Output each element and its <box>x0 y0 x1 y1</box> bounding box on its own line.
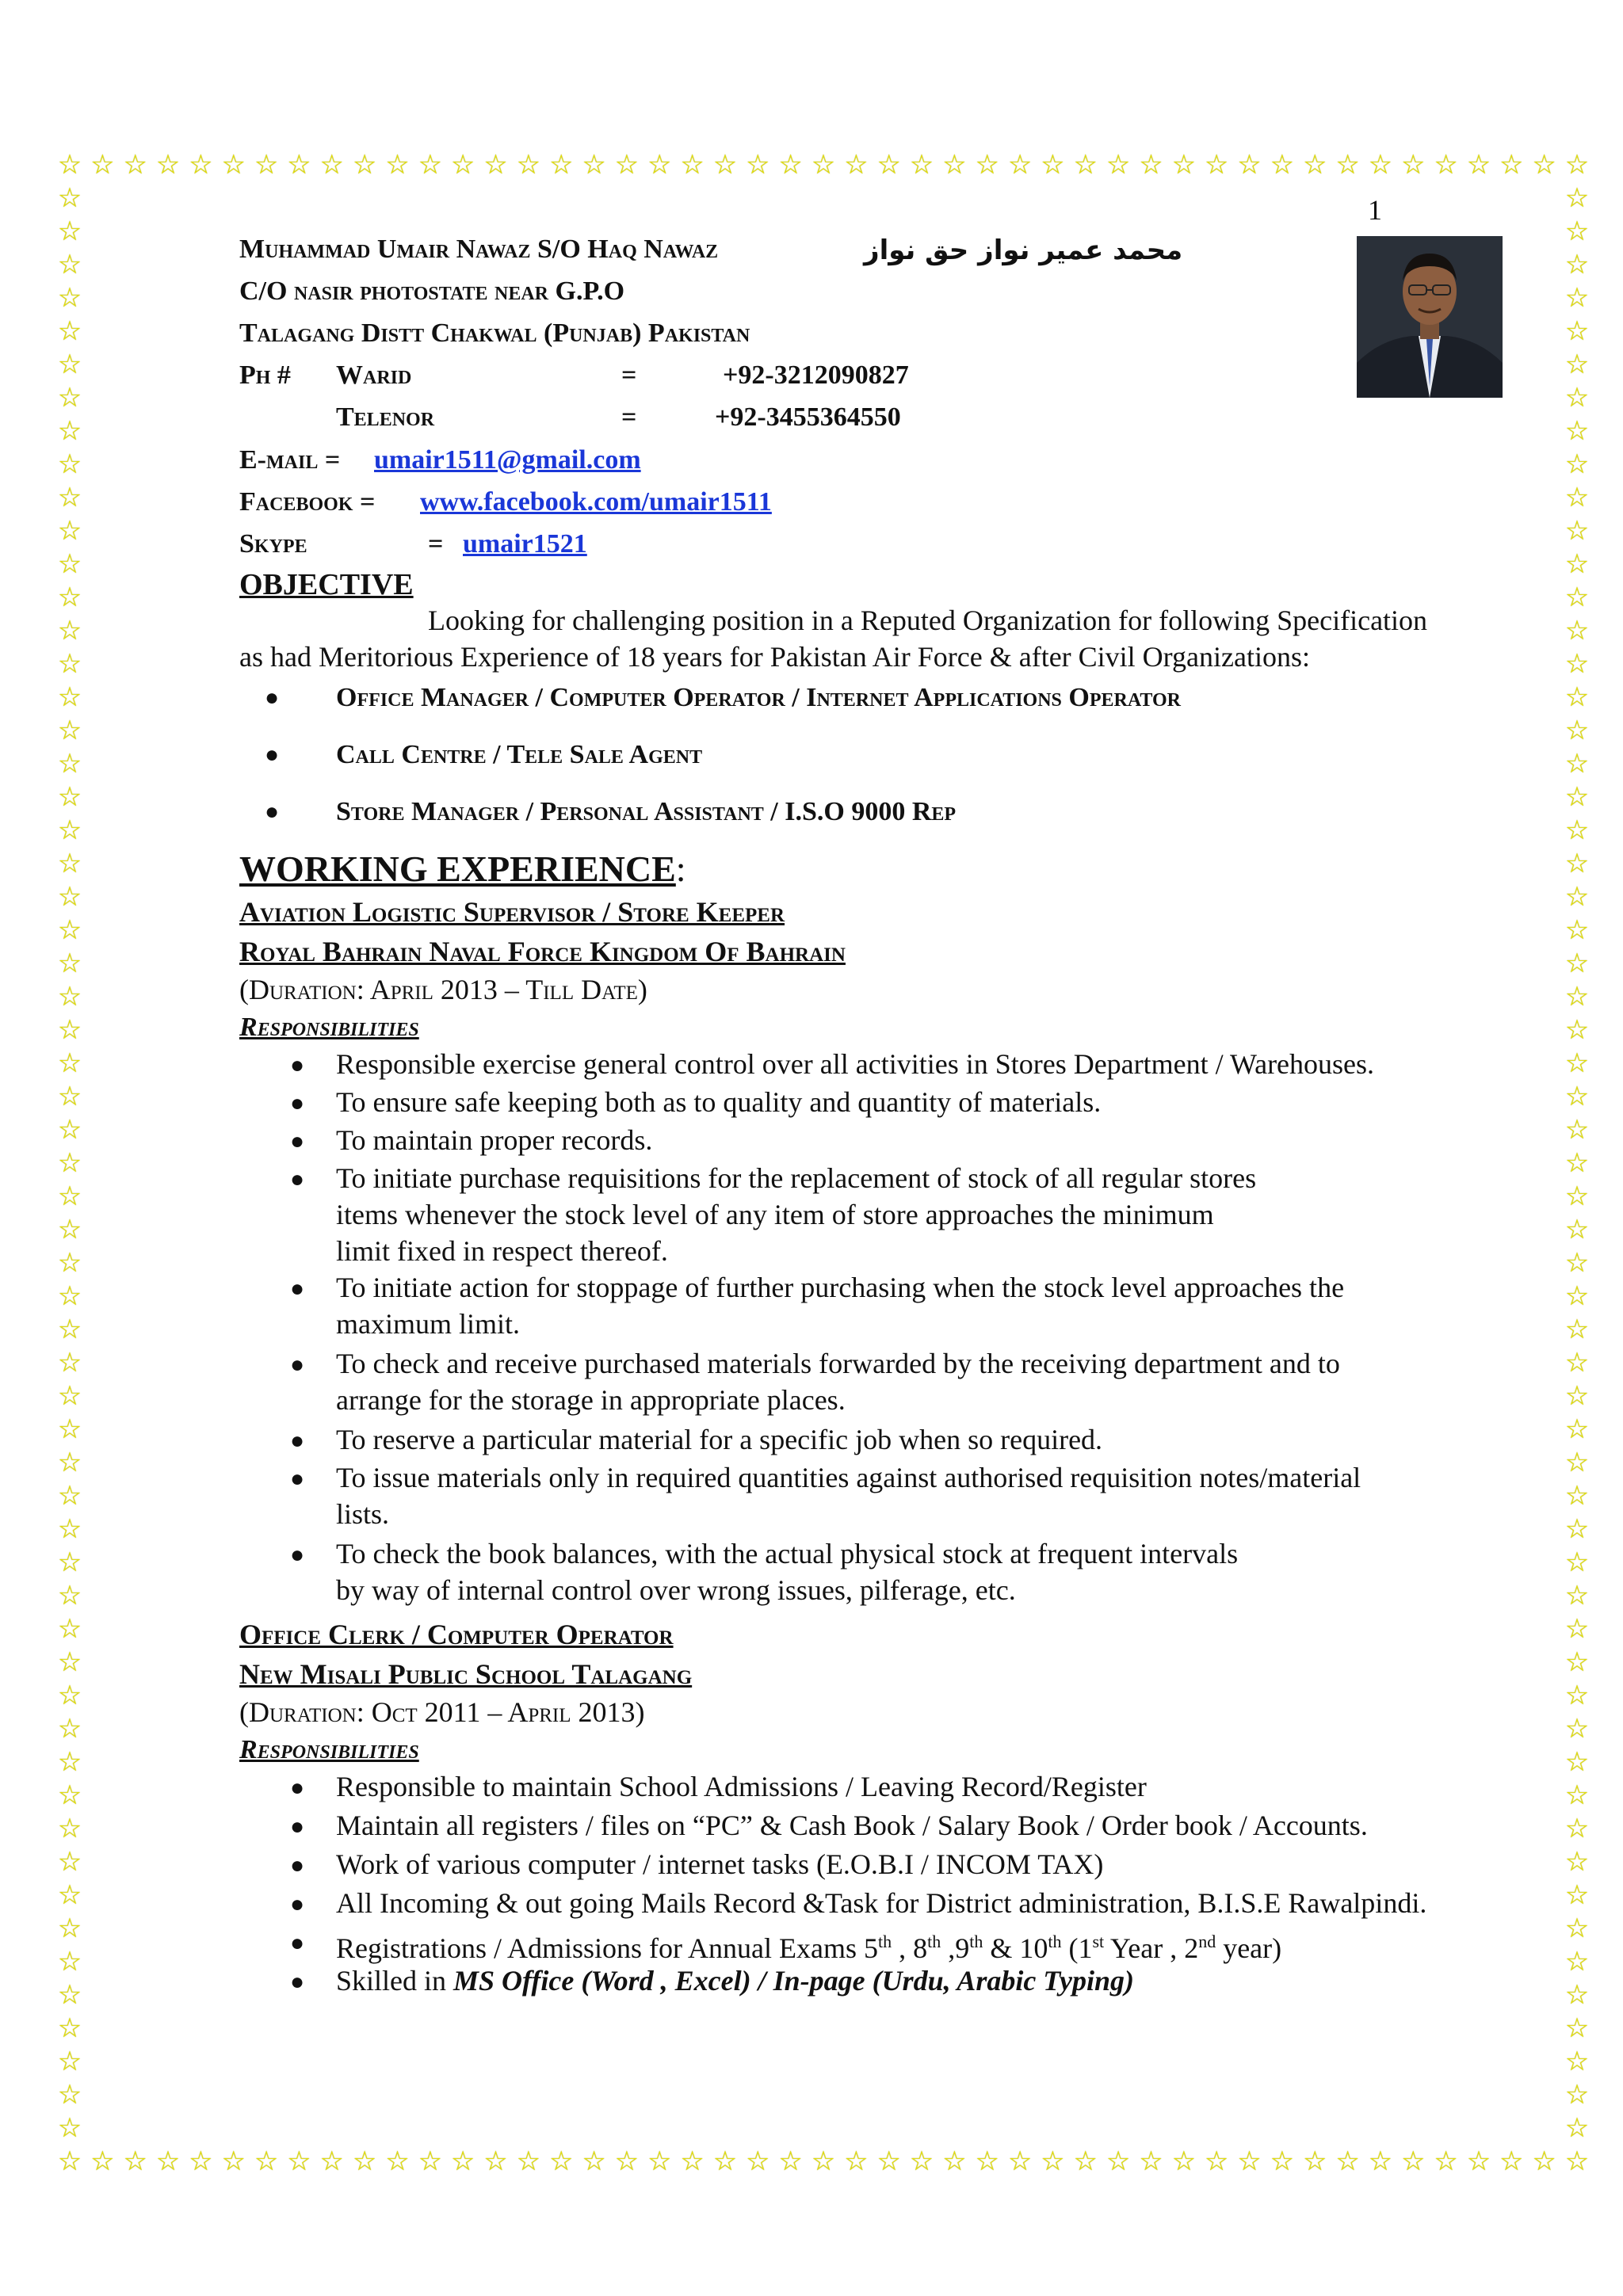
bullet-icon: ● <box>290 1775 305 1801</box>
experience-heading: WORKING EXPERIENCE: <box>239 849 686 889</box>
star-icon: ☆ <box>1237 149 1262 181</box>
star-icon: ☆ <box>1106 2145 1131 2177</box>
star-icon: ☆ <box>352 149 377 181</box>
star-icon: ☆ <box>57 1779 82 1811</box>
job2-item: Maintain all registers / files on “PC” & Cash Book / Salary Book / Order book / Accounts. <box>336 1810 1368 1841</box>
star-icon: ☆ <box>1564 914 1590 946</box>
star-icon: ☆ <box>1564 1613 1590 1645</box>
star-icon: ☆ <box>1564 1047 1590 1079</box>
bullet-icon: ● <box>290 1930 305 1956</box>
star-icon: ☆ <box>57 1946 82 1978</box>
star-icon: ☆ <box>1368 149 1393 181</box>
job2-title: Office Clerk / Computer Operator <box>239 1619 674 1650</box>
star-icon: ☆ <box>57 382 82 414</box>
star-icon: ☆ <box>516 149 541 181</box>
star-icon: ☆ <box>876 149 901 181</box>
job1-item-cont: items whenever the stock level of any item of store approaches the minimum <box>336 1199 1214 1230</box>
objective-item: Call Centre / Tele Sale Agent <box>336 740 703 769</box>
star-icon: ☆ <box>287 149 311 181</box>
bullet-icon: ● <box>290 1542 305 1568</box>
phone-label: Ph # <box>239 360 291 390</box>
bullet-icon: ● <box>290 1891 305 1917</box>
star-icon: ☆ <box>1564 1646 1590 1678</box>
star-icon: ☆ <box>450 2145 475 2177</box>
star-icon: ☆ <box>57 448 82 480</box>
star-icon: ☆ <box>385 149 410 181</box>
skype-equals: = <box>428 529 444 559</box>
star-icon: ☆ <box>57 1447 82 1478</box>
star-icon: ☆ <box>1564 1014 1590 1046</box>
star-icon: ☆ <box>1564 715 1590 746</box>
star-icon: ☆ <box>746 149 770 181</box>
star-icon: ☆ <box>1564 215 1590 247</box>
star-icon: ☆ <box>647 149 672 181</box>
star-icon: ☆ <box>1564 582 1590 613</box>
star-icon: ☆ <box>1564 1680 1590 1711</box>
star-icon: ☆ <box>1564 1580 1590 1611</box>
star-icon: ☆ <box>1564 548 1590 580</box>
star-icon: ☆ <box>1564 681 1590 713</box>
job1-item-cont: limit fixed in respect thereof. <box>336 1235 668 1267</box>
star-icon: ☆ <box>57 1347 82 1379</box>
bullet-icon: ● <box>290 1852 305 1878</box>
address-line-2: Talagang Distt Chakwal (Punjab) Pakistan <box>239 318 750 348</box>
email-label: E-mail = <box>239 445 341 475</box>
star-icon: ☆ <box>1564 315 1590 347</box>
star-icon: ☆ <box>909 149 934 181</box>
star-icon: ☆ <box>90 149 115 181</box>
star-icon: ☆ <box>1564 1946 1590 1978</box>
star-icon: ☆ <box>1564 1147 1590 1179</box>
star-icon: ☆ <box>1499 2145 1524 2177</box>
star-icon: ☆ <box>57 748 82 780</box>
star-icon: ☆ <box>57 1846 82 1878</box>
star-icon: ☆ <box>123 2145 147 2177</box>
star-icon: ☆ <box>614 149 640 181</box>
star-icon: ☆ <box>1401 149 1426 181</box>
star-icon: ☆ <box>712 149 738 181</box>
star-icon: ☆ <box>57 2046 82 2077</box>
star-icon: ☆ <box>1564 1081 1590 1112</box>
star-icon: ☆ <box>1466 2145 1491 2177</box>
phone2-equals: = <box>621 402 637 432</box>
star-icon: ☆ <box>1302 149 1327 181</box>
phone2-label: Telenor <box>336 402 435 432</box>
star-icon: ☆ <box>1564 448 1590 480</box>
star-icon: ☆ <box>1564 2145 1590 2177</box>
star-icon: ☆ <box>1564 981 1590 1013</box>
job2-item: Work of various computer / internet tasks (E.O.B.I / INCOM TAX) <box>336 1848 1104 1880</box>
star-icon: ☆ <box>1564 249 1590 280</box>
star-icon: ☆ <box>1564 1413 1590 1445</box>
star-icon: ☆ <box>57 1214 82 1245</box>
bullet-icon: ● <box>290 1166 305 1192</box>
star-icon: ☆ <box>1171 149 1197 181</box>
star-icon: ☆ <box>57 1547 82 1578</box>
star-icon: ☆ <box>1564 382 1590 414</box>
star-icon: ☆ <box>680 2145 705 2177</box>
star-icon: ☆ <box>254 2145 279 2177</box>
star-icon: ☆ <box>548 149 574 181</box>
star-icon: ☆ <box>1564 1547 1590 1578</box>
star-icon: ☆ <box>221 149 246 181</box>
phone1-number: +92-3212090827 <box>723 360 909 390</box>
facebook-link[interactable]: www.facebook.com/umair1511 <box>420 487 772 517</box>
job1-item: To check the book balances, with the actual physical stock at frequent intervals <box>336 1538 1239 1569</box>
star-icon: ☆ <box>582 149 606 181</box>
star-icon: ☆ <box>57 1114 82 1146</box>
star-icon: ☆ <box>57 515 82 547</box>
star-icon: ☆ <box>1564 1314 1590 1345</box>
bullet-icon: ● <box>290 1052 305 1078</box>
star-icon: ☆ <box>1564 415 1590 447</box>
star-icon: ☆ <box>319 149 345 181</box>
star-icon: ☆ <box>57 1147 82 1179</box>
job2-item-registrations: Registrations / Admissions for Annual Exams 5th , 8th ,9th & 10th (1st Year , 2nd year) <box>336 1932 1282 1964</box>
job1-responsibilities-label: Responsibilities <box>239 1013 419 1042</box>
star-icon: ☆ <box>1171 2145 1197 2177</box>
phone1-label: Warid <box>336 360 412 390</box>
star-icon: ☆ <box>844 149 869 181</box>
job1-item: To maintain proper records. <box>336 1124 653 1156</box>
star-icon: ☆ <box>1204 2145 1229 2177</box>
star-icon: ☆ <box>1434 2145 1458 2177</box>
address-line-1: C/O nasir photostate near G.P.O <box>239 277 625 306</box>
star-icon: ☆ <box>811 2145 836 2177</box>
star-icon: ☆ <box>614 2145 640 2177</box>
star-icon: ☆ <box>287 2145 311 2177</box>
star-icon: ☆ <box>1564 1480 1590 1512</box>
star-icon: ☆ <box>57 2112 82 2144</box>
star-icon: ☆ <box>1532 149 1556 181</box>
star-icon: ☆ <box>1335 2145 1360 2177</box>
star-icon: ☆ <box>1564 1746 1590 1778</box>
candidate-name: Muhammad Umair Nawaz S/O Haq Nawaz <box>239 235 719 264</box>
star-icon: ☆ <box>57 1913 82 1944</box>
star-icon: ☆ <box>57 182 82 214</box>
star-icon: ☆ <box>975 149 999 181</box>
star-icon: ☆ <box>57 1047 82 1079</box>
job1-title: Aviation Logistic Supervisor / Store Keeper <box>239 896 785 928</box>
star-icon: ☆ <box>57 1180 82 1212</box>
job2-item: All Incoming & out going Mails Record &Task for District administration, B.I.S.E Rawalpindi. <box>336 1887 1427 1919</box>
job1-item-cont: maximum limit. <box>336 1308 520 1340</box>
star-icon: ☆ <box>1564 1879 1590 1911</box>
star-icon: ☆ <box>1499 149 1524 181</box>
star-icon: ☆ <box>57 2079 82 2111</box>
bullet-icon: ● <box>290 1090 305 1116</box>
star-icon: ☆ <box>57 1314 82 1345</box>
star-icon: ☆ <box>1007 149 1033 181</box>
star-icon: ☆ <box>844 2145 869 2177</box>
job1-item-cont: by way of internal control over wrong issues, pilferage, etc. <box>336 1574 1016 1606</box>
star-icon: ☆ <box>1270 149 1295 181</box>
star-icon: ☆ <box>155 2145 181 2177</box>
star-icon: ☆ <box>1564 149 1590 181</box>
star-icon: ☆ <box>57 415 82 447</box>
candidate-name-urdu: محمد عمیر نواز حق نواز <box>864 235 1183 266</box>
star-icon: ☆ <box>1564 615 1590 646</box>
star-icon: ☆ <box>1564 1513 1590 1545</box>
star-icon: ☆ <box>57 1680 82 1711</box>
star-icon: ☆ <box>57 1713 82 1745</box>
star-icon: ☆ <box>57 1480 82 1512</box>
star-icon: ☆ <box>1564 648 1590 680</box>
star-icon: ☆ <box>57 1413 82 1445</box>
star-icon: ☆ <box>1204 149 1229 181</box>
star-icon: ☆ <box>90 2145 115 2177</box>
bullet-icon: ● <box>290 1352 305 1378</box>
job2-duration: (Duration: Oct 2011 – April 2013) <box>239 1696 645 1728</box>
job2-item-skills: Skilled in MS Office (Word , Excel) / In-page (Urdu, Arabic Typing) <box>336 1965 1134 1997</box>
phone2-number: +92-3455364550 <box>715 402 901 432</box>
star-icon: ☆ <box>418 149 443 181</box>
skype-link[interactable]: umair1521 <box>463 529 587 559</box>
star-icon: ☆ <box>450 149 475 181</box>
star-icon: ☆ <box>942 149 967 181</box>
star-icon: ☆ <box>57 715 82 746</box>
star-icon: ☆ <box>1073 2145 1098 2177</box>
star-icon: ☆ <box>1564 1713 1590 1745</box>
star-icon: ☆ <box>1041 149 1065 181</box>
star-icon: ☆ <box>1335 149 1360 181</box>
star-icon: ☆ <box>582 2145 606 2177</box>
phone1-equals: = <box>621 360 637 390</box>
star-icon: ☆ <box>483 149 508 181</box>
star-icon: ☆ <box>1564 282 1590 314</box>
star-icon: ☆ <box>1564 1846 1590 1878</box>
job2-organization: New Misali Public School Talagang <box>239 1658 693 1690</box>
star-icon: ☆ <box>1564 748 1590 780</box>
star-icon: ☆ <box>811 149 836 181</box>
star-icon: ☆ <box>57 1746 82 1778</box>
star-icon: ☆ <box>57 648 82 680</box>
star-icon: ☆ <box>189 149 213 181</box>
star-icon: ☆ <box>1139 149 1163 181</box>
star-icon: ☆ <box>57 1513 82 1545</box>
star-icon: ☆ <box>942 2145 967 2177</box>
star-icon: ☆ <box>57 1014 82 1046</box>
bullet-icon: ● <box>290 1428 305 1454</box>
job2-item: Responsible to maintain School Admissions / Leaving Record/Register <box>336 1771 1147 1802</box>
job1-item-cont: arrange for the storage in appropriate places. <box>336 1384 846 1416</box>
objective-heading: OBJECTIVE <box>239 568 414 601</box>
star-icon: ☆ <box>1237 2145 1262 2177</box>
star-icon: ☆ <box>57 1979 82 2011</box>
star-icon: ☆ <box>57 349 82 380</box>
bullet-icon: ● <box>290 1128 305 1154</box>
star-icon: ☆ <box>57 482 82 513</box>
bullet-icon: ● <box>290 1969 305 1995</box>
star-icon: ☆ <box>57 2145 82 2177</box>
star-icon: ☆ <box>385 2145 410 2177</box>
page-number: 1 <box>1368 194 1382 226</box>
job1-item: To ensure safe keeping both as to quality and quantity of materials. <box>336 1086 1102 1118</box>
star-icon: ☆ <box>1564 1447 1590 1478</box>
star-icon: ☆ <box>221 2145 246 2177</box>
job1-duration: (Duration: April 2013 – Till Date) <box>239 974 647 1005</box>
star-icon: ☆ <box>1564 1247 1590 1279</box>
star-icon: ☆ <box>1564 1280 1590 1312</box>
star-icon: ☆ <box>1564 1979 1590 2011</box>
star-icon: ☆ <box>1564 814 1590 846</box>
star-icon: ☆ <box>319 2145 345 2177</box>
job1-item: To check and receive purchased materials forwarded by the receiving department and to <box>336 1348 1340 1379</box>
job1-item: To reserve a particular material for a specific job when so required. <box>336 1424 1103 1455</box>
star-icon: ☆ <box>712 2145 738 2177</box>
star-icon: ☆ <box>1564 1380 1590 1412</box>
star-icon: ☆ <box>57 1813 82 1844</box>
star-icon: ☆ <box>746 2145 770 2177</box>
star-icon: ☆ <box>57 249 82 280</box>
star-icon: ☆ <box>975 2145 999 2177</box>
star-icon: ☆ <box>1564 349 1590 380</box>
star-icon: ☆ <box>1564 781 1590 813</box>
star-icon: ☆ <box>1564 482 1590 513</box>
star-icon: ☆ <box>909 2145 934 2177</box>
star-icon: ☆ <box>1564 948 1590 979</box>
star-icon: ☆ <box>1564 182 1590 214</box>
star-icon: ☆ <box>1434 149 1458 181</box>
star-icon: ☆ <box>876 2145 901 2177</box>
star-icon: ☆ <box>57 548 82 580</box>
job1-item: Responsible exercise general control over all activities in Stores Department / Warehouses. <box>336 1048 1375 1080</box>
job1-item: To initiate action for stoppage of further purchasing when the stock level approaches the <box>336 1272 1345 1303</box>
job2-responsibilities-label: Responsibilities <box>239 1735 419 1764</box>
star-icon: ☆ <box>1564 2079 1590 2111</box>
star-icon: ☆ <box>1007 2145 1033 2177</box>
bullet-icon: ● <box>290 1466 305 1492</box>
star-icon: ☆ <box>57 2012 82 2044</box>
email-link[interactable]: umair1511@gmail.com <box>374 445 641 475</box>
objective-item: Office Manager / Computer Operator / Internet Applications Operator <box>336 683 1181 712</box>
star-icon: ☆ <box>57 215 82 247</box>
star-icon: ☆ <box>57 1580 82 1611</box>
star-icon: ☆ <box>1466 149 1491 181</box>
star-icon: ☆ <box>57 1380 82 1412</box>
objective-text-line1: Looking for challenging position in a Reputed Organization for following Specification <box>428 605 1428 636</box>
star-icon: ☆ <box>1564 1347 1590 1379</box>
star-icon: ☆ <box>57 582 82 613</box>
star-icon: ☆ <box>189 2145 213 2177</box>
star-icon: ☆ <box>57 315 82 347</box>
star-icon: ☆ <box>1368 2145 1393 2177</box>
star-icon: ☆ <box>57 282 82 314</box>
bullet-icon: ● <box>290 1276 305 1302</box>
star-icon: ☆ <box>1564 2012 1590 2044</box>
star-icon: ☆ <box>155 149 181 181</box>
bullet-icon: ● <box>265 742 280 768</box>
star-icon: ☆ <box>647 2145 672 2177</box>
star-icon: ☆ <box>57 1879 82 1911</box>
star-icon: ☆ <box>1564 848 1590 879</box>
objective-text-line2: as had Meritorious Experience of 18 years for Pakistan Air Force & after Civil Organizations: <box>239 641 1310 673</box>
star-icon: ☆ <box>483 2145 508 2177</box>
star-icon: ☆ <box>1564 1214 1590 1245</box>
star-icon: ☆ <box>516 2145 541 2177</box>
star-icon: ☆ <box>57 848 82 879</box>
bullet-icon: ● <box>265 799 280 825</box>
star-icon: ☆ <box>1073 149 1098 181</box>
star-icon: ☆ <box>57 981 82 1013</box>
star-icon: ☆ <box>1564 515 1590 547</box>
star-icon: ☆ <box>1564 2046 1590 2077</box>
facebook-label: Facebook = <box>239 487 376 517</box>
star-icon: ☆ <box>57 1613 82 1645</box>
star-icon: ☆ <box>778 2145 803 2177</box>
star-icon: ☆ <box>57 1646 82 1678</box>
star-icon: ☆ <box>57 881 82 913</box>
star-icon: ☆ <box>1139 2145 1163 2177</box>
star-icon: ☆ <box>352 2145 377 2177</box>
star-icon: ☆ <box>1564 881 1590 913</box>
skype-label: Skype <box>239 529 307 559</box>
star-icon: ☆ <box>1532 2145 1556 2177</box>
bullet-icon: ● <box>265 685 280 711</box>
star-icon: ☆ <box>1564 1114 1590 1146</box>
star-icon: ☆ <box>57 948 82 979</box>
star-icon: ☆ <box>548 2145 574 2177</box>
job1-item-cont: lists. <box>336 1498 390 1530</box>
job1-organization: Royal Bahrain Naval Force Kingdom Of Bahrain <box>239 936 846 967</box>
star-icon: ☆ <box>1401 2145 1426 2177</box>
job1-item: To initiate purchase requisitions for the replacement of stock of all regular stores <box>336 1162 1257 1194</box>
star-icon: ☆ <box>1041 2145 1065 2177</box>
star-icon: ☆ <box>778 149 803 181</box>
star-icon: ☆ <box>254 149 279 181</box>
star-icon: ☆ <box>1302 2145 1327 2177</box>
bullet-icon: ● <box>290 1814 305 1840</box>
star-icon: ☆ <box>1564 1913 1590 1944</box>
profile-photo <box>1357 236 1503 398</box>
star-icon: ☆ <box>1564 1779 1590 1811</box>
job1-item: To issue materials only in required quantities against authorised requisition notes/material <box>336 1462 1361 1493</box>
star-icon: ☆ <box>57 615 82 646</box>
star-icon: ☆ <box>57 1081 82 1112</box>
star-icon: ☆ <box>1564 1180 1590 1212</box>
star-icon: ☆ <box>1106 149 1131 181</box>
star-icon: ☆ <box>57 781 82 813</box>
objective-item: Store Manager / Personal Assistant / I.S.O 9000 Rep <box>336 797 957 826</box>
star-icon: ☆ <box>123 149 147 181</box>
star-icon: ☆ <box>57 1247 82 1279</box>
star-icon: ☆ <box>680 149 705 181</box>
star-icon: ☆ <box>418 2145 443 2177</box>
portrait-image <box>1357 236 1503 398</box>
star-icon: ☆ <box>57 149 82 181</box>
star-icon: ☆ <box>57 914 82 946</box>
star-icon: ☆ <box>1564 1813 1590 1844</box>
star-icon: ☆ <box>57 681 82 713</box>
star-icon: ☆ <box>1270 2145 1295 2177</box>
star-icon: ☆ <box>57 814 82 846</box>
star-icon: ☆ <box>57 1280 82 1312</box>
star-icon: ☆ <box>1564 2112 1590 2144</box>
